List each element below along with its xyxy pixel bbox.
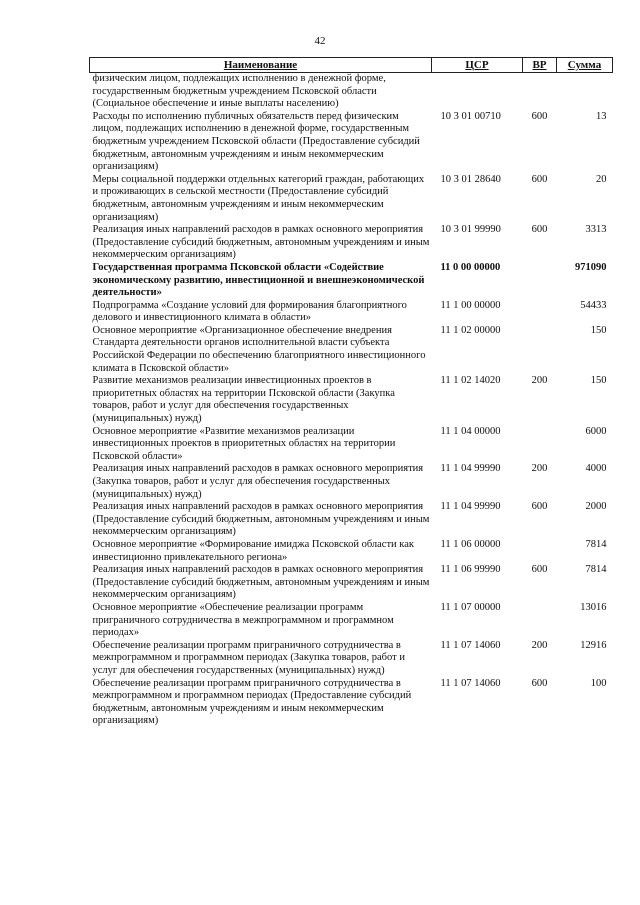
row-sum-cell: 2000 [585, 501, 607, 513]
row-csr-cell [432, 73, 523, 111]
table-row [90, 426, 613, 464]
row-name-cell: физическим лицом, подлежащих исполнению в денежной форме, государственным бюджетным учреждением Псковской области (Социальное обеспечение и иные выплаты населению) [92, 73, 386, 110]
row-csr-cell: 11 1 00 00000 [440, 299, 501, 311]
row-sum-cell: 20 [596, 173, 607, 185]
table-row [90, 325, 613, 375]
row-vr-cell [523, 73, 557, 111]
row-csr-cell: 11 1 07 14060 [440, 639, 501, 651]
row-name-cell: Основное мероприятие «Обеспечение реализации программ приграничного сотрудничества в межпрограммном и программном периодах» [92, 601, 394, 639]
page-number: 42 [314, 35, 326, 47]
row-name-cell: Развитие механизмов реализации инвестиционных проектов в приоритетных областях на территории Псковской области (Закупка товаров, работ и услуг для обеспечения государственных (муниципальных) нужд) [92, 375, 395, 425]
row-vr-cell: 200 [531, 639, 548, 651]
row-name-cell: Реализация иных направлений расходов в рамках основного мероприятия (Предоставление субсидий бюджетным, автономным учреждениям и иным некоммерческим организациям) [92, 501, 430, 538]
row-csr-cell: 11 1 04 00000 [440, 425, 501, 437]
row-sum-cell: 3313 [585, 224, 607, 236]
row-vr-cell: 600 [531, 224, 548, 236]
row-sum-cell [557, 73, 613, 111]
row-vr-cell: 600 [531, 564, 548, 576]
table-row [90, 564, 613, 602]
table-row [90, 501, 613, 539]
row-csr-cell: 11 1 07 00000 [440, 601, 501, 613]
row-vr-cell: 200 [531, 375, 548, 387]
row-sum-cell: 150 [590, 324, 607, 336]
table-row [90, 375, 613, 425]
table-row [90, 111, 613, 174]
row-name-cell: Основное мероприятие «Развитие механизмов реализации инвестиционных проектов в приоритетных областях на территории Псковской области» [92, 425, 396, 462]
row-name-cell: Реализация иных направлений расходов в рамках основного мероприятия (Предоставление субсидий бюджетным, автономным учреждениям и иным некоммерческим организациям) [92, 564, 430, 601]
row-csr-cell: 10 3 01 00710 [440, 110, 501, 122]
row-name-cell: Расходы по исполнению публичных обязательств перед физическим лицом, подлежащих исполнению в денежной форме, государственным бюджетным учреждением Псковской области (Предоставление субсидий бюджетным, автономным учреждениям и иным некоммерческим организациям) [92, 110, 420, 173]
row-vr-cell: 600 [531, 677, 548, 689]
row-csr-cell: 10 3 01 99990 [440, 224, 501, 236]
row-vr-cell: 600 [531, 173, 548, 185]
table-row [90, 539, 613, 564]
row-sum-cell: 150 [590, 375, 607, 387]
row-vr-cell: 600 [531, 501, 548, 513]
row-csr-cell: 10 3 01 28640 [440, 173, 501, 185]
row-name-cell: Меры социальной поддержки отдельных категорий граждан, работающих и проживающих в сельской местности (Предоставление субсидий бюджетным, автономным учреждениям и иным некоммерческим организациям) [92, 173, 425, 223]
row-sum-cell: 7814 [585, 538, 607, 550]
header-name: Наименование [90, 58, 432, 73]
table-row [90, 640, 613, 678]
row-vr-cell [523, 325, 557, 375]
row-sum-cell: 6000 [585, 425, 607, 437]
row-csr-cell: 11 1 06 00000 [440, 538, 501, 550]
row-name-cell: Реализация иных направлений расходов в рамках основного мероприятия (Закупка товаров, работ и услуг для обеспечения государственных (муниципальных) нужд) [92, 463, 424, 500]
row-sum-cell: 7814 [585, 564, 607, 576]
row-csr-cell: 11 0 00 00000 [440, 261, 501, 273]
table-header-row [90, 58, 613, 73]
row-vr-cell: 200 [531, 463, 548, 475]
table-body [90, 73, 613, 728]
row-csr-cell: 11 1 07 14060 [440, 677, 501, 689]
row-sum-cell: 4000 [585, 463, 607, 475]
row-csr-cell: 11 1 06 99990 [440, 564, 501, 576]
header-sum: Сумма [557, 58, 613, 73]
row-name-cell: Реализация иных направлений расходов в рамках основного мероприятия (Предоставление субсидий бюджетным, автономным учреждениям и иным некоммерческим организациям) [92, 224, 430, 261]
table-row [90, 174, 613, 224]
table-row [90, 678, 613, 728]
table-row [90, 602, 613, 640]
row-sum-cell: 54433 [580, 299, 607, 311]
row-vr-cell [523, 262, 557, 300]
row-name-cell: Государственная программа Псковской области «Содействие экономическому развитию, инвестиционной и внешнеэкономической деятельности» [92, 261, 425, 299]
table-row [90, 262, 613, 300]
row-vr-cell [523, 300, 557, 325]
row-vr-cell [523, 426, 557, 464]
header-vr: ВР [523, 58, 557, 73]
row-name-cell: Обеспечение реализации программ приграничного сотрудничества в межпрограммном и программном периодах (Закупка товаров, работ и услуг для обеспечения государственных (муниципальных) нужд) [92, 639, 405, 676]
row-name-cell: Подпрограмма «Создание условий для формирования благоприятного делового и инвестиционного климата в области» [92, 299, 407, 324]
row-csr-cell: 11 1 02 00000 [440, 324, 501, 336]
row-sum-cell: 12916 [580, 639, 607, 651]
row-vr-cell [523, 539, 557, 564]
row-name-cell: Основное мероприятие «Организационное обеспечение внедрения Стандарта деятельности органов исполнительной власти субъекта Российской Федерации по обеспечению благоприятного инвестиционного климата в Псковской области» [92, 324, 426, 374]
row-name-cell: Основное мероприятие «Формирование имиджа Псковской области как инвестиционно привлекательного региона» [92, 538, 414, 563]
row-sum-cell: 971090 [575, 261, 607, 273]
row-vr-cell [523, 602, 557, 640]
row-csr-cell: 11 1 04 99990 [440, 463, 501, 475]
row-sum-cell: 13 [596, 110, 607, 122]
table-row [90, 224, 613, 262]
table-row [90, 463, 613, 501]
row-vr-cell: 600 [531, 110, 548, 122]
table-row [90, 73, 613, 111]
header-csr: ЦСР [432, 58, 523, 73]
row-sum-cell: 100 [590, 677, 607, 689]
budget-table [89, 57, 613, 728]
row-csr-cell: 11 1 04 99990 [440, 501, 501, 513]
row-csr-cell: 11 1 02 14020 [440, 375, 501, 387]
table-row [90, 300, 613, 325]
row-sum-cell: 13016 [580, 601, 607, 613]
row-name-cell: Обеспечение реализации программ приграничного сотрудничества в межпрограммном и программном периодах (Предоставление субсидий бюджетным, автономным учреждениям и иным некоммерческим организациям) [92, 677, 412, 727]
